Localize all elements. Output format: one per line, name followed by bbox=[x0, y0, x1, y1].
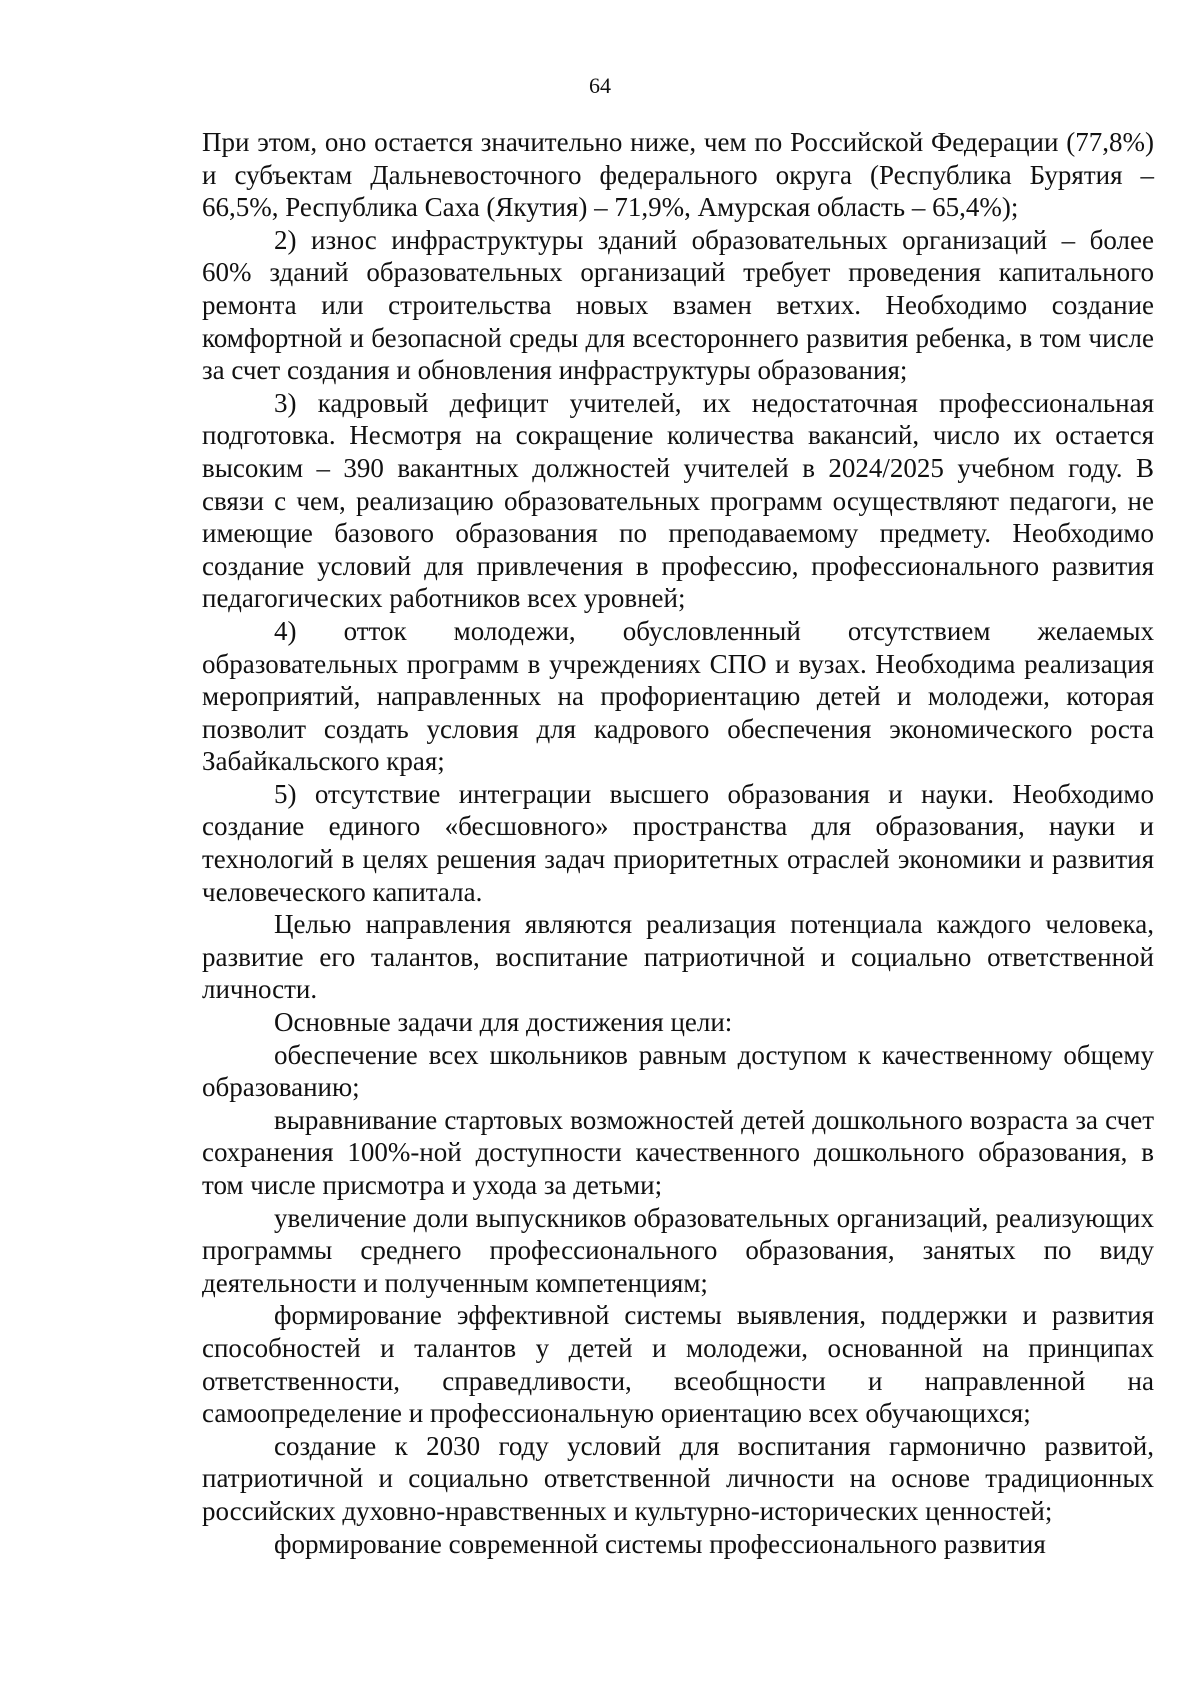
paragraph-task-4: формирование эффективной системы выявления, поддержки и развития способностей и талантов у детей и молодежи, основанной на принципах ответственности, справедливости, всеобщности и направленной на самоопределение и профессиональную ориентацию всех обучающихся; bbox=[202, 1300, 1154, 1429]
paragraph-task-3: увеличение доли выпускников образовательных организаций, реализующих программы среднего профессионального образования, занятых по виду деятельности и полученным компетенциям; bbox=[202, 1202, 1154, 1298]
document-body bbox=[202, 126, 1154, 1560]
paragraph-task-1: обеспечение всех школьников равным доступом к качественному общему образованию; bbox=[202, 1039, 1154, 1103]
paragraph-continuation: При этом, оно остается значительно ниже, чем по Российской Федерации (77,8%) и субъектам Дальневосточного федерального округа (Республика Бурятия – 66,5%, Республика Саха (Якутия) – 71,9%, Амурская область – 65,4%); bbox=[202, 127, 1154, 223]
paragraph-item-4: 4) отток молодежи, обусловленный отсутствием желаемых образовательных программ в учреждениях СПО и вузах. Необходима реализация мероприятий, направленных на профориентацию детей и молодежи, которая позволит создать условия для кадрового обеспечения экономического роста Забайкальского края; bbox=[202, 615, 1154, 777]
paragraph-task-2: выравнивание стартовых возможностей детей дошкольного возраста за счет сохранения 100%-ной доступности качественного дошкольного образования, в том числе присмотра и ухода за детьми; bbox=[202, 1104, 1154, 1200]
paragraph-item-3: 3) кадровый дефицит учителей, их недостаточная профессиональная подготовка. Несмотря на сокращение количества вакансий, число их остается высоким – 390 вакантных должностей учителей в 2024/2025 учебном году. В связи с чем, реализацию образовательных программ осуществляют педагоги, не имеющие базового образования по преподаваемому предмету. Необходимо создание условий для привлечения в профессию, профессионального развития педагогических работников всех уровней; bbox=[202, 387, 1154, 614]
paragraph-item-5: 5) отсутствие интеграции высшего образования и науки. Необходимо создание единого «бесшовного» пространства для образования, науки и технологий в целях решения задач приоритетных отраслей экономики и развития человеческого капитала. bbox=[202, 778, 1154, 907]
paragraph-task-5: создание к 2030 году условий для воспитания гармонично развитой, патриотичной и социально ответственной личности на основе традиционных российских духовно-нравственных и культурно-исторических ценностей; bbox=[202, 1430, 1154, 1526]
paragraph-tasks-heading: Основные задачи для достижения цели: bbox=[274, 1007, 733, 1038]
paragraph-item-2: 2) износ инфраструктуры зданий образовательных организаций – более 60% зданий образовательных организаций требует проведения капитального ремонта или строительства новых взамен ветхих. Необходимо создание комфортной и безопасной среды для всестороннего развития ребенка, в том числе за счет создания и обновления инфраструктуры образования; bbox=[202, 224, 1154, 386]
page-number: 64 bbox=[589, 73, 611, 98]
paragraph-goal: Целью направления являются реализация потенциала каждого человека, развитие его талантов, воспитание патриотичной и социально ответственной личности. bbox=[202, 909, 1154, 1005]
paragraph-task-6: формирование современной системы профессионального развития bbox=[274, 1528, 1046, 1559]
